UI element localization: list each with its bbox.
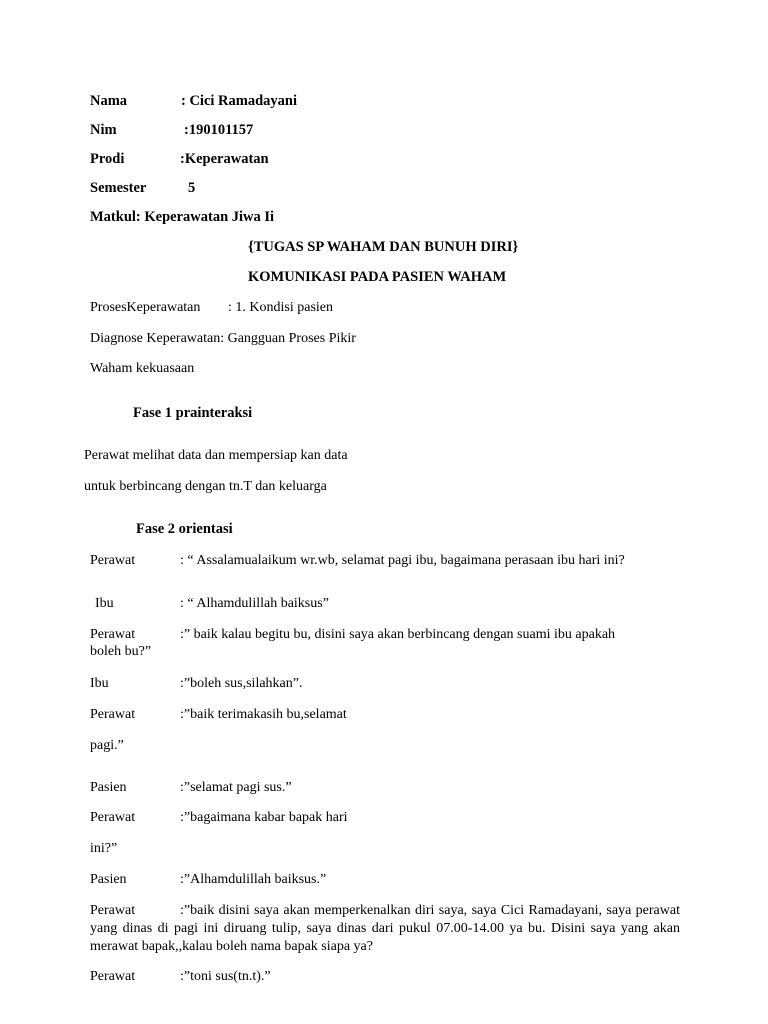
dialogue-speaker: Ibu xyxy=(95,596,114,611)
phase2-title: Fase 2 orientasi xyxy=(136,521,233,537)
dialogue-speaker: Pasien xyxy=(90,872,127,887)
dialogue-text: :”selamat pagi sus.” xyxy=(180,780,292,795)
dialogue-text: : “ Alhamdulillah baiksus” xyxy=(180,596,329,611)
prodi-value: :Keperawatan xyxy=(180,151,269,167)
dialogue-continuation: ini?” xyxy=(90,841,118,856)
nim-label: Nim xyxy=(90,122,117,138)
dialogue-speaker: Perawat xyxy=(90,810,136,825)
process-value: : 1. Kondisi pasien xyxy=(228,300,333,315)
dialogue-speaker: Perawat xyxy=(90,627,136,642)
dialogue-speaker: Ibu xyxy=(90,676,109,691)
dialogue-continuation: pagi.” xyxy=(90,738,124,753)
dialogue-continuation: boleh bu?” xyxy=(90,644,152,659)
nama-value: : Cici Ramadayani xyxy=(181,93,297,109)
dialogue-text: : “ Assalamualaikum wr.wb, selamat pagi ibu, bagaimana perasaan ibu hari ini? xyxy=(180,553,625,568)
matkul-line: Matkul: Keperawatan Jiwa Ii xyxy=(90,209,275,225)
prodi-label: Prodi xyxy=(90,151,125,167)
waham-line: Waham kekuasaan xyxy=(90,361,195,376)
nama-label: Nama xyxy=(90,93,128,109)
dialogue-text: :”bagaimana kabar bapak hari xyxy=(180,810,348,825)
dialogue-speaker: Perawat xyxy=(90,553,136,568)
phase1-line1: Perawat melihat data dan mempersiap kan data xyxy=(84,448,348,463)
process-label: ProsesKeperawatan xyxy=(90,300,201,315)
dialogue-text: :”Alhamdulillah baiksus.” xyxy=(180,872,327,887)
task-title: {TUGAS SP WAHAM DAN BUNUH DIRI} xyxy=(248,239,519,255)
dialogue-text: :”baik terimakasih bu,selamat xyxy=(180,707,347,722)
communication-title: KOMUNIKASI PADA PASIEN WAHAM xyxy=(248,269,507,285)
phase1-line2: untuk berbincang dengan tn.T dan keluarga xyxy=(84,479,327,494)
semester-label: Semester xyxy=(90,180,147,196)
dialogue-speaker: Perawat xyxy=(90,707,136,722)
dialogue-speaker: Perawat xyxy=(90,969,136,984)
dialogue-text: :”toni sus(tn.t).” xyxy=(180,969,271,984)
semester-value: 5 xyxy=(188,180,196,196)
dialogue-paragraph: :”baik disini saya akan memperkenalkan diri saya, saya Cici Ramadayani, saya perawat yang dinas di pagi ini diruang tulip, saya dinas dari pukul 07.00-14.00 ya bu. Disini saya yang akan merawat bapak,,kalau boleh nama bapak siapa ya? xyxy=(90,903,680,954)
phase1-title: Fase 1 prainteraksi xyxy=(133,405,253,421)
dialogue-text: :”boleh sus,silahkan”. xyxy=(180,676,303,691)
dialogue-speaker: Pasien xyxy=(90,780,127,795)
nim-value: :190101157 xyxy=(184,122,254,138)
dialogue-speaker: Perawat xyxy=(90,903,136,918)
diagnose-line: Diagnose Keperawatan: Gangguan Proses Pikir xyxy=(90,331,356,346)
dialogue-text: :” baik kalau begitu bu, disini saya akan berbincang dengan suami ibu apakah xyxy=(180,627,616,642)
